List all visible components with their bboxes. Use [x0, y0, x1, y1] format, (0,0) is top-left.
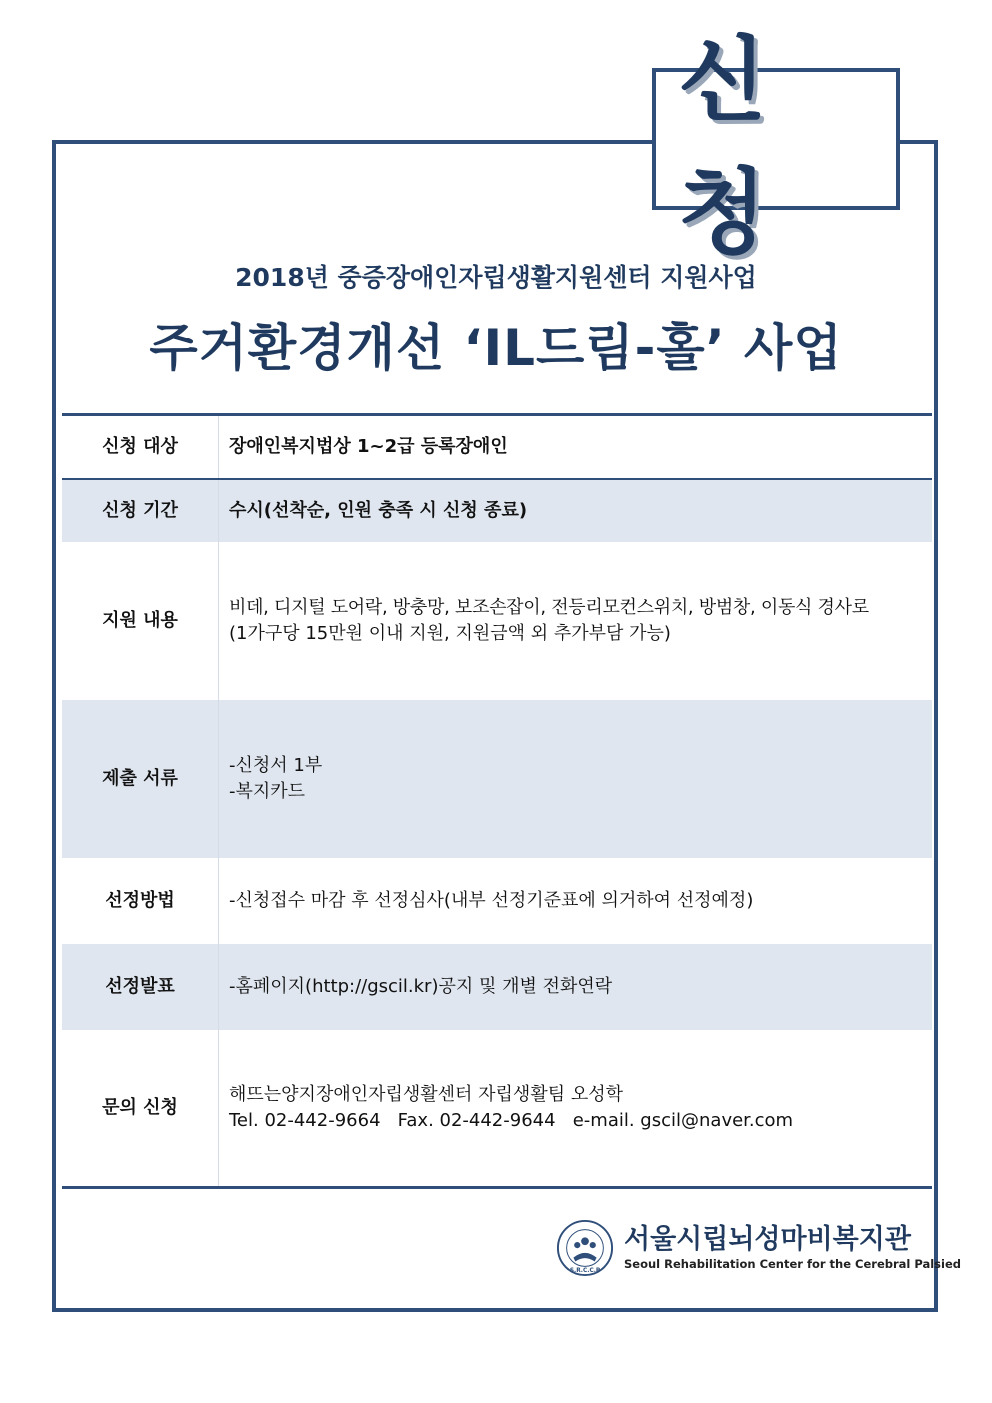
row-label: 제출 서류 [62, 700, 219, 858]
row-value [219, 479, 933, 542]
row-text: 장애인복지법상 1~2급 등록장애인 [229, 436, 508, 457]
row-text: -신청접수 마감 후 선정심사(내부 선정기준표에 의거하여 선정예정) [229, 890, 754, 911]
row-text: -홈페이지(http://gscil.kr)공지 및 개별 전화연락 [229, 976, 613, 997]
row-label: 지원 내용 [62, 542, 219, 700]
application-badge [652, 27, 900, 266]
table-row [62, 479, 932, 542]
row-label: 신청 기간 [62, 479, 219, 542]
row-text: 비데, 디지털 도어락, 방충망, 보조손잡이, 전등리모컨스위치, 방범창, 이동식 경사로 [229, 597, 869, 618]
table-row [62, 415, 932, 480]
emblem-icon [556, 1219, 614, 1277]
row-value [219, 858, 933, 944]
row-label: 선정방법 [62, 858, 219, 944]
organization-logo [556, 1218, 961, 1278]
page-title: 주거환경개선 ‘IL드림-홀’ 사업 [149, 319, 843, 377]
row-text: -신청서 1부 [229, 755, 323, 776]
logo-text [624, 1224, 961, 1272]
table-row [62, 858, 932, 944]
row-value [219, 542, 933, 700]
row-value [219, 944, 933, 1030]
row-value [219, 415, 933, 480]
subtitle: 2018년 중증장애인자립생활지원센터 지원사업 [235, 263, 757, 292]
table-row [62, 944, 932, 1030]
row-label: 문의 신청 [62, 1030, 219, 1188]
badge-text: 신청 [678, 27, 789, 266]
row-label: 신청 대상 [62, 415, 219, 480]
table-row [62, 542, 932, 700]
row-text: 수시(선착순, 인원 충족 시 신청 종료) [229, 500, 528, 521]
info-table [62, 413, 932, 1189]
row-text: Tel. 02-442-9664 Fax. 02-442-9644 e-mail. gscil@naver.com [229, 1110, 794, 1131]
table-row [62, 700, 932, 858]
row-value [219, 1030, 933, 1188]
row-text: -복지카드 [229, 781, 306, 802]
logo-name-kr: 서울시립뇌성마비복지관 [624, 1224, 911, 1255]
row-value [219, 700, 933, 858]
row-text: (1가구당 15만원 이내 지원, 지원금액 외 추가부담 가능) [229, 623, 671, 644]
table-row [62, 1030, 932, 1188]
row-label: 선정발표 [62, 944, 219, 1030]
logo-name-en: Seoul Rehabilitation Center for the Cerebral Palsied [624, 1257, 961, 1271]
row-text: 해뜨는양지장애인자립생활센터 자립생활팀 오성학 [229, 1084, 623, 1105]
emblem-text: S.R.C.C.P [569, 1268, 601, 1275]
